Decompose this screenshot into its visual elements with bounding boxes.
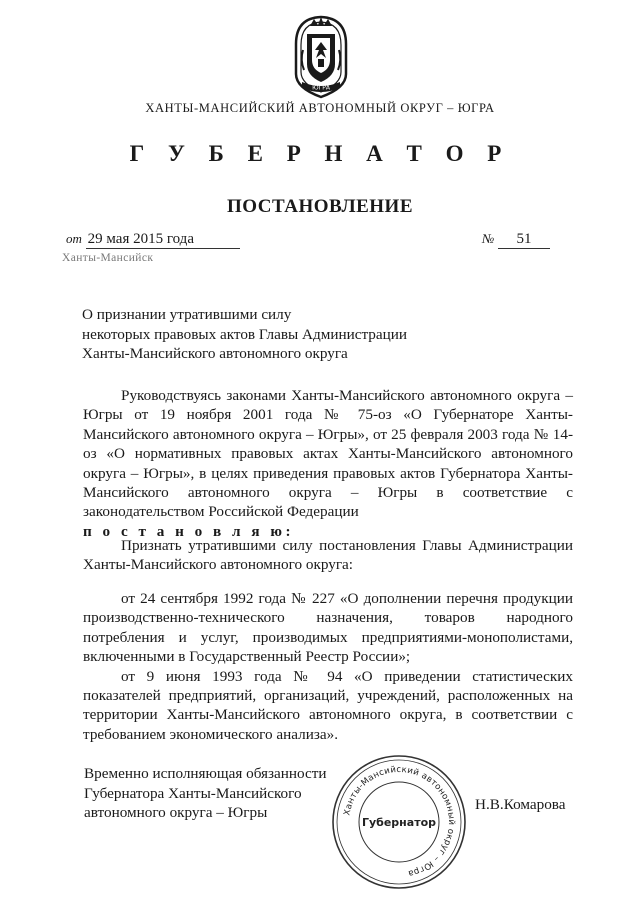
governor-title: Г У Б Е Р Н А Т О Р bbox=[129, 141, 511, 166]
document-number: 51 bbox=[498, 231, 550, 249]
repealed-item: от 24 сентября 1992 года № 227 «О дополнении перечня продукции производственно-технического назначения, товаров народного потребления и услуг, производимых предприятиями-монополистами, включенными в Государственный Реестр России»; bbox=[83, 590, 573, 666]
coat-of-arms-icon bbox=[288, 14, 354, 100]
region-header: ХАНТЫ-МАНСИЙСКИЙ АВТОНОМНЫЙ ОКРУГ – ЮГРА bbox=[145, 101, 495, 115]
date-line bbox=[66, 231, 240, 249]
round-seal-icon bbox=[329, 752, 469, 892]
seal-ring-text: Ханты-Мансийский автономный округ – Югра bbox=[342, 764, 457, 879]
document-type: ПОСТАНОВЛЕНИЕ bbox=[226, 196, 414, 217]
preamble-block bbox=[83, 386, 573, 541]
date-prefix: от bbox=[66, 231, 82, 246]
repealed-item: от 9 июня 1993 года № 94 «О приведении статистических показателей предприятий, организаций, учреждений, расположенных на территории Ханты-Мансийского автономного округа, в соответствии с требованием экономического анализа». bbox=[83, 667, 573, 743]
decision-paragraph: Признать утратившими силу постановления Главы Администрации Ханты-Мансийского автономного округа: bbox=[83, 537, 573, 574]
number-line bbox=[482, 231, 550, 249]
document-date: 29 мая 2015 года bbox=[86, 231, 240, 249]
position-line: Губернатора Ханты-Мансийского bbox=[84, 784, 302, 802]
signatory-name: Н.В.Комарова bbox=[475, 796, 566, 813]
subject-line: некоторых правовых актов Главы Администрации bbox=[82, 325, 407, 343]
subject-line: Ханты-Мансийского автономного округа bbox=[82, 345, 348, 362]
city-label: Ханты-Мансийск bbox=[62, 252, 154, 264]
preamble-paragraph: Руководствуясь законами Ханты-Мансийского автономного округа – Югры от 19 ноября 2001 года № 75-оз «О Губернаторе Ханты-Мансийского автономного округа – Югры», от 25 февраля 2003 года № 14-оз «О нормативных правовых актах Ханты-Мансийского автономного округа – Югры», в целях приведения правовых актов Губернатора Ханты-Мансийского автономного округа – Югры в соответствие с законодательством Российской Федерации bbox=[83, 387, 573, 521]
decree-word: п о с т а н о в л я ю: bbox=[83, 522, 295, 540]
signatory-position bbox=[84, 764, 327, 823]
svg-text:ЮГРА: ЮГРА bbox=[312, 84, 330, 92]
number-prefix: № bbox=[482, 231, 495, 246]
seal-center-text: Губернатор bbox=[361, 816, 437, 829]
repealed-list bbox=[83, 589, 573, 744]
position-line: автономного округа – Югры bbox=[84, 804, 268, 821]
document-subject bbox=[82, 305, 407, 364]
subject-line: О признании утратившими силу bbox=[82, 306, 292, 323]
decision-block bbox=[83, 536, 573, 575]
position-line: Временно исполняющая обязанности bbox=[84, 765, 327, 782]
